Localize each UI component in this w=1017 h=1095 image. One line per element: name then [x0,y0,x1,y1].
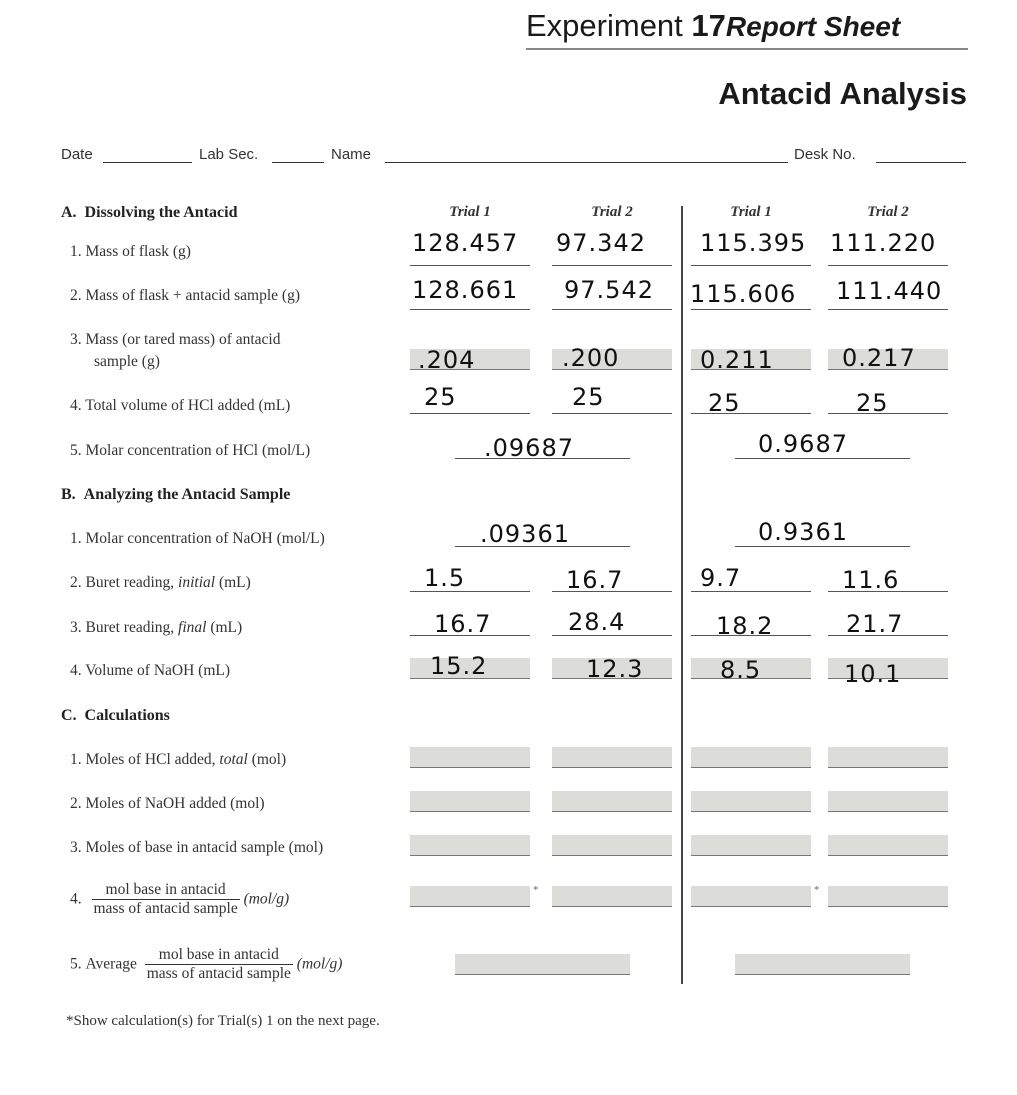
shaded-answer-box[interactable] [691,747,811,768]
handwritten-value: 97.542 [564,276,654,304]
item-label: Mass of flask + antacid sample (g) [85,287,300,304]
c3-label [70,839,323,857]
item-number: 1. [70,530,82,547]
shaded-answer-box[interactable] [828,886,948,907]
handwritten-value: 0.9361 [758,518,848,546]
item-number: 4. [70,397,82,414]
shaded-answer-box[interactable] [691,791,811,812]
handwritten-value: 11.6 [842,566,900,594]
calc-star: * [533,884,539,896]
shaded-answer-box[interactable] [691,886,811,907]
a3-label-cont: sample (g) [94,353,160,370]
handwritten-value: 1.5 [424,564,466,592]
section-c-title: C. Calculations [61,707,170,724]
handwritten-value: 21.7 [846,610,904,638]
header-rule [526,48,968,50]
shaded-answer-box[interactable] [828,835,948,856]
b3-label: 3. Buret reading, final (mL) [70,619,243,636]
unit-label: (mol/g) [243,890,290,908]
answer-line[interactable] [410,265,530,266]
trial-header: Trial 2 [591,204,633,220]
answer-line[interactable] [691,265,811,266]
handwritten-value: .200 [562,344,620,372]
item-number: 4. [70,890,82,908]
item-number: 2. [70,795,82,812]
answer-line[interactable] [552,309,672,310]
item-number: 1. [70,751,82,768]
shaded-answer-box[interactable] [455,954,630,975]
item-number: 3. [70,619,82,636]
handwritten-value: 12.3 [586,655,644,683]
handwritten-value: 0.217 [842,344,916,372]
handwritten-value: 0.9687 [758,430,848,458]
handwritten-value: 9.7 [700,564,742,592]
date-field[interactable] [103,162,192,163]
item-label: Total volume of HCl added (mL) [85,397,291,414]
shaded-answer-box[interactable] [828,791,948,812]
answer-line[interactable] [735,458,910,459]
handwritten-value: 111.440 [836,277,943,305]
fraction-denominator: mass of antacid sample [146,965,291,982]
shaded-answer-box[interactable] [691,835,811,856]
answer-line[interactable] [691,309,811,310]
ratio-fraction [145,946,293,983]
shaded-answer-box[interactable] [735,954,910,975]
lab-sec-field[interactable] [272,162,324,163]
column-divider [681,206,683,984]
handwritten-value: .204 [418,346,476,374]
c5-label [70,946,342,983]
handwritten-value: 16.7 [566,566,624,594]
average-label: Average [85,955,137,973]
ratio-fraction [92,881,240,918]
item-number: 3. [70,839,82,856]
item-label: Molar concentration of NaOH (mol/L) [85,530,325,547]
item-number: 2. [70,574,82,591]
handwritten-value: 25 [572,383,605,411]
handwritten-value: 25 [708,389,741,417]
handwritten-value: 25 [856,389,889,417]
a1-label [70,243,191,261]
b1-label [70,530,325,548]
handwritten-value: 15.2 [430,652,488,680]
item-number: 1. [70,243,82,260]
handwritten-value: 111.220 [830,229,937,257]
item-number: 5. [70,442,82,459]
item-label: Mass (or tared mass) of antacid [85,331,281,348]
handwritten-value: 128.661 [412,276,519,304]
handwritten-value: 115.395 [700,229,807,257]
handwritten-value: 25 [424,383,457,411]
shaded-answer-box[interactable] [552,886,672,907]
unit-label: (mol/g) [296,955,343,973]
handwritten-value: 128.457 [412,229,519,257]
experiment-number: 17 [691,8,726,43]
item-number: 4. [70,662,82,679]
desk-label: Desk No. [794,146,856,163]
shaded-answer-box[interactable] [410,791,530,812]
handwritten-value: 0.211 [700,346,774,374]
shaded-answer-box[interactable] [552,791,672,812]
a4-label [70,397,290,415]
a2-label [70,287,300,305]
italic-total: total [219,751,248,768]
trial-header: Trial 2 [867,204,909,220]
item-number: 2. [70,287,82,304]
item-label: Moles of NaOH added (mol) [85,795,265,812]
lab-sec-label: Lab Sec. [199,146,259,163]
b2-label: 2. Buret reading, initial (mL) [70,574,251,591]
name-label: Name [331,146,372,163]
shaded-answer-box[interactable] [410,747,530,768]
answer-line[interactable] [410,309,530,310]
answer-line[interactable] [828,309,948,310]
italic-final: final [178,619,207,636]
fraction-numerator: mol base in antacid [92,881,240,900]
footnote: *Show calculation(s) for Trial(s) 1 on the next page. [66,1013,380,1029]
answer-line[interactable] [735,546,910,547]
handwritten-value: 18.2 [716,612,774,640]
shaded-answer-box[interactable] [552,747,672,768]
answer-line[interactable] [828,265,948,266]
experiment-title [526,8,900,44]
shaded-answer-box[interactable] [410,886,530,907]
b4-label [70,662,230,680]
item-number: 3. [70,331,82,348]
item-label: Moles of base in antacid sample (mol) [85,839,324,856]
a3-label [70,331,280,349]
shaded-answer-box[interactable] [410,835,530,856]
date-label: Date [61,146,93,163]
c4-label [70,881,289,918]
title-suffix: Report Sheet [725,11,901,42]
answer-line[interactable] [552,265,672,266]
a5-label [70,442,310,460]
desk-field[interactable] [876,162,966,163]
item-number: 5. [70,955,82,973]
fraction-numerator: mol base in antacid [145,946,293,965]
answer-line[interactable] [552,413,672,414]
shaded-answer-box[interactable] [552,835,672,856]
page-subtitle: Antacid Analysis [718,76,967,111]
item-label: Volume of NaOH (mL) [85,662,231,679]
handwritten-value: 115.606 [690,280,797,308]
handwritten-value: .09687 [484,434,574,462]
title-prefix: Experiment [526,8,683,43]
c2-label [70,795,265,813]
trial-header: Trial 1 [449,204,491,220]
item-label: Mass of flask (g) [85,243,191,260]
shaded-answer-box[interactable] [828,747,948,768]
item-label: Molar concentration of HCl (mol/L) [85,442,311,459]
trial-header: Trial 1 [730,204,772,220]
c1-label: 1. Moles of HCl added, total (mol) [70,751,287,768]
handwritten-value: .09361 [480,520,570,548]
handwritten-value: 97.342 [556,229,646,257]
handwritten-value: 8.5 [720,656,762,684]
section-a-title: A. Dissolving the Antacid [61,204,238,221]
handwritten-value: 10.1 [844,660,902,688]
calc-star: * [814,884,820,896]
fraction-denominator: mass of antacid sample [93,900,238,917]
section-b-title: B. Analyzing the Antacid Sample [61,486,291,503]
answer-line[interactable] [410,413,530,414]
italic-initial: initial [178,574,216,591]
handwritten-value: 28.4 [568,608,626,636]
handwritten-value: 16.7 [434,610,492,638]
name-field[interactable] [385,162,788,163]
